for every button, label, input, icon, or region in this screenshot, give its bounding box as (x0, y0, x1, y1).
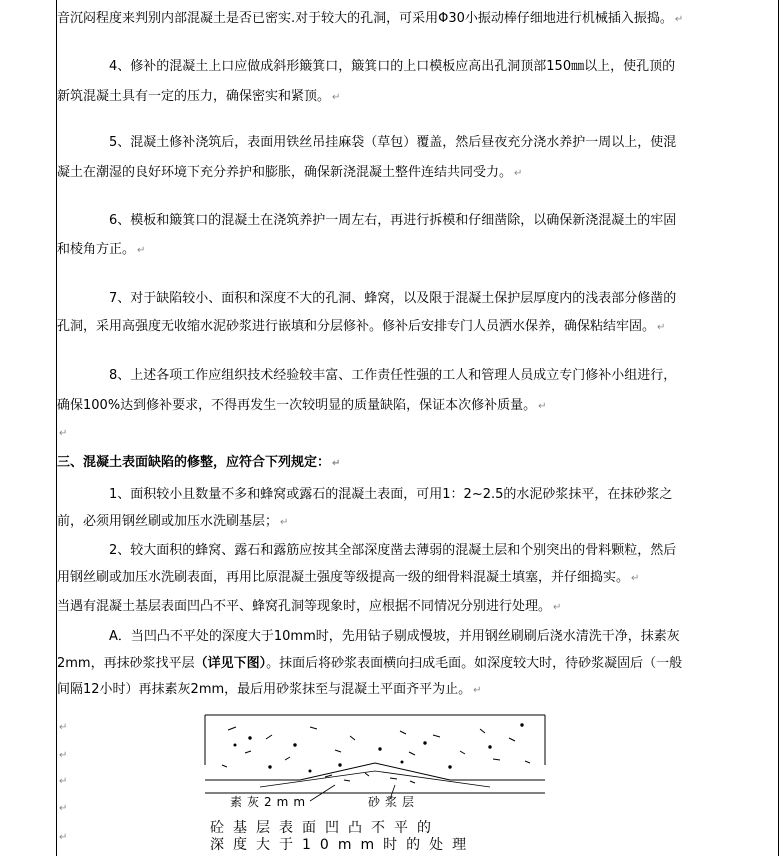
text-line-5: 凝土在潮湿的良好环境下充分养护和膨胀，确保新浇混凝土整件连结共同受力。 ↵ (57, 165, 523, 180)
empty-paragraph: ↵ (59, 776, 68, 787)
text-line-4: 5、混凝土修补浇筑后，表面用铁丝吊挂麻袋（草包）覆盖，然后昼夜充分浇水养护一周以上，使混 (109, 135, 677, 150)
text-line-1: 音沉闷程度来判别内部混凝土是否已密实.对于较大的孔洞，可采用Φ30小振动棒仔细地进行机械插入振捣。 ↵ (57, 11, 684, 26)
text-line-14: 2、较大面积的蜂窝、露石和露筋应按其全部深度凿去薄弱的混凝土层和个别突出的骨料颗粒，然后 (109, 543, 677, 558)
text-line-17: A．当凹凸不平处的深度大于10mm时，先用钻子剔成慢坡，并用钢丝刷刷后浇水清洗干净，抹素灰 (109, 629, 680, 644)
text-line-6: 6、模板和簸箕口的混凝土在浇筑养护一周左右，再进行拆模和仔细凿除，以确保新浇混凝土的牢固 (109, 213, 677, 228)
text-line-9: 孔洞，采用高强度无收缩水泥砂浆进行嵌填和分层修补。修补后安排专门人员洒水保养，确保粘结牢固。 ↵ (57, 319, 666, 334)
text-line-11: 确保100%达到修补要求，不得再发生一次较明显的质量缺陷，保证本次修补质量。 ↵ (57, 398, 547, 413)
text-line-13: 前，必须用钢丝刷或加压水洗刷基层； ↵ (57, 514, 289, 529)
repair-diagram (150, 705, 570, 856)
empty-paragraph: ↵ (59, 750, 68, 761)
text-line-10: 8、上述各项工作应组织技术经验较丰富、工作责任性强的工人和管理人员成立专门修补小组进行， (109, 368, 677, 383)
empty-paragraph: ↵ (59, 832, 68, 843)
text-line-16: 当遇有混凝土基层表面凹凸不平、蜂窝孔洞等现象时，应根据不同情况分别进行处理。 ↵ (57, 599, 562, 614)
text-line-7: 和棱角方正。 ↵ (57, 242, 146, 257)
text-line-3: 新筑混凝土具有一定的压力，确保密实和紧顶。 ↵ (57, 89, 341, 104)
plain-ash-layer-line (260, 771, 490, 787)
text-line-12: 1、面积较小且数量不多和蜂窝或露石的混凝土表面，可用1：2~2.5的水泥砂浆抹平，在抹砂浆之 (109, 487, 673, 502)
empty-paragraph: ↵ (59, 803, 68, 814)
figure-caption-line2: 深度大于10mm时的处理 (210, 837, 476, 853)
uneven-substrate-line (205, 763, 545, 780)
text-line-18: 2mm，再抹砂浆找平层（详见下图）。抹面后将砂浆表面横向扫成毛面。如深度较大时，待砂浆凝固后（一般 (57, 656, 683, 671)
text-line-15: 用钢丝刷或加压水洗刷表面，再用比原混凝土强度等级提高一级的细骨料混凝土填塞，并仔细捣实。 ↵ (57, 570, 640, 585)
label-mortar-layer: 砂浆层 (368, 795, 420, 809)
aggregate-marks (222, 724, 530, 783)
text-line-19: 间隔12小时）再抹素灰2mm，最后用砂浆抹至与混凝土平面齐平为止。 ↵ (57, 682, 482, 697)
empty-paragraph: ↵ (59, 428, 68, 439)
empty-paragraph: ↵ (59, 722, 68, 733)
figure-caption-line1: 砼基层表面凹凸不平的 (210, 820, 440, 836)
text-line-8: 7、对于缺陷较小、面积和深度不大的孔洞、蜂窝，以及限于混凝土保护层厚度内的浅表部分修凿的 (109, 291, 677, 306)
page-border-right (778, 0, 779, 856)
section-heading: 三、混凝土表面缺陷的修整，应符合下列规定： ↵ (57, 455, 341, 470)
label-plain-ash: 素灰2mm (230, 795, 311, 809)
text-line-2: 4、修补的混凝土上口应做成斜形簸箕口，簸箕口的上口模板应高出孔洞顶部150㎜以上，使孔顶的 (109, 59, 676, 74)
